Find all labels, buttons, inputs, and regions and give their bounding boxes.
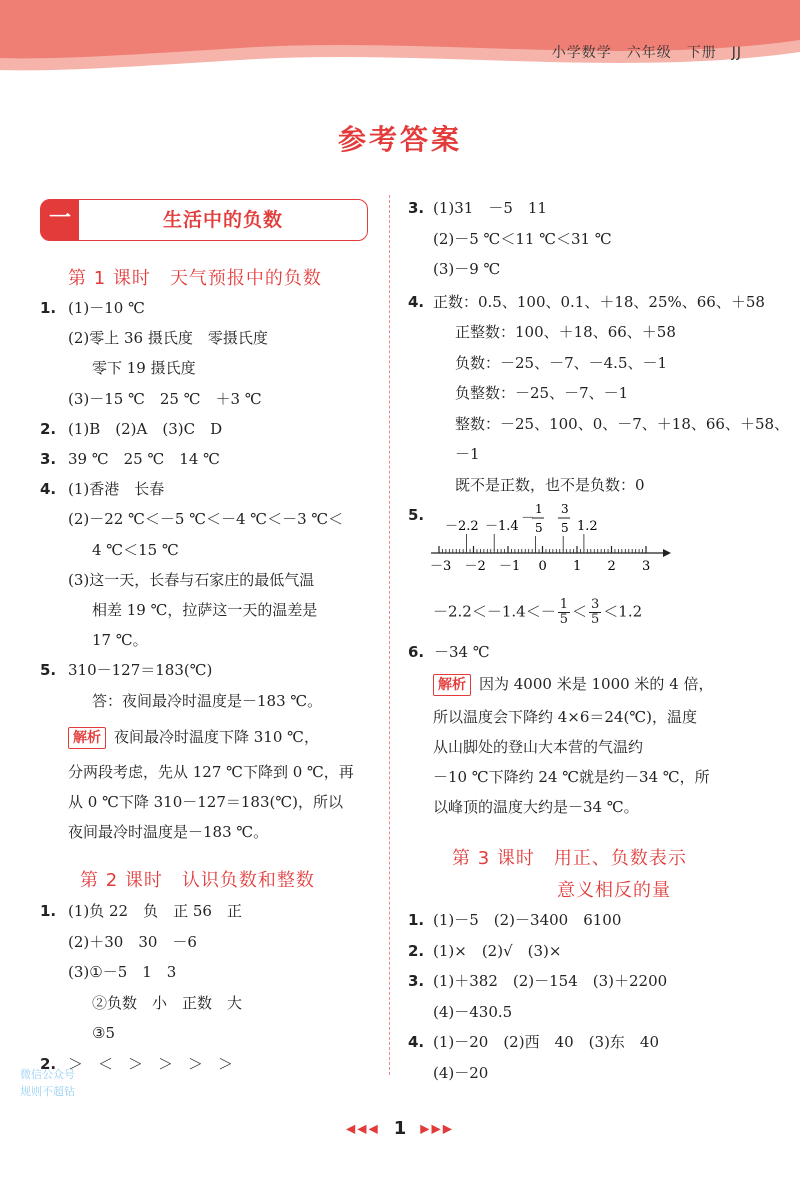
watermark-line-2: 规则不超钻 [20,1085,75,1098]
label-neg-1-4: －1.4 [485,519,519,534]
answer-line: (3)①－5 1 3 [68,963,177,981]
answer-line: ②负数 小 正数 大 [92,993,243,1012]
answer-line: －1 [455,445,480,463]
question-number: 1. [40,299,57,317]
question-number: 1. [40,902,57,920]
watermark-line-1: 微信公众号 [20,1068,75,1081]
number-line-tick-label: 3 [642,559,651,574]
answer-line: (1)31 －5 11 [433,199,547,217]
answer-line: (1)－20 (2)西 40 (3)东 40 [433,1033,660,1051]
analysis-right-line-4: －10 ℃下降约 24 ℃就是约－34 ℃，所 [433,768,710,786]
answer-line: 答：夜间最冷时温度是－183 ℃。 [92,691,323,710]
unit-heading [40,199,368,241]
number-line-tick-label: －2 [464,559,486,574]
prev-arrows-icon: ◀◀◀ [346,1121,380,1136]
question-number: 3. [408,972,425,990]
analysis-left-line-1: 解析 夜间最冷时温度下降 310 ℃， [68,727,319,749]
q5-inequality: －2.2＜－1.4＜－ $\frac{1}{5}$ ＜ $\frac{3}{5}$ ＜1.2 [433,597,643,627]
answer-line: 正数：0.5、100、0.1、＋18、25%、66、＋58 [433,292,765,311]
question-number: 5. [408,506,425,524]
analysis-right-line-1: 解析 因为 4000 米是 1000 米的 4 倍， [433,674,714,696]
answer-line: ③5 [92,1024,115,1042]
answer-line: 正整数：100、＋18、66、＋58 [455,323,676,341]
answer-line: 17 ℃。 [92,631,148,650]
answer-line: (1)× (2)√ (3)× [433,941,562,960]
label-frac2-den: 5 [561,521,569,535]
page-footer [0,1118,800,1139]
label-1-2: 1.2 [577,519,598,534]
analysis-right-line-5: 以峰顶的温度大约是－34 ℃。 [433,798,639,816]
analysis-right-line-2: 所以温度会下降约 4×6＝24(℃)，温度 [433,708,697,726]
page-title: 参考答案 [337,123,462,156]
question-number: 2. [40,419,57,438]
answer-line: (3)－15 ℃ 25 ℃ ＋3 ℃ [68,389,262,408]
answer-line: (2)零上 36 摄氏度 零摄氏度 [68,329,268,348]
question-number: 3. [40,450,57,468]
answer-line: 4 ℃＜15 ℃ [92,540,179,559]
question-number: 2. [40,1054,57,1073]
answer-line: 39 ℃ 25 ℃ 14 ℃ [68,450,220,468]
answer-line: 负数：－25、－7、－4.5、－1 [455,353,668,372]
answer-line: (1)B (2)A (3)C D [68,419,223,438]
answer-line: 相差 19 ℃，拉萨这一天的温差是 [92,601,318,619]
answer-line: ＞ ＜ ＞ ＞ ＞ ＞ [68,1054,234,1073]
analysis-tag: 解析 [68,727,106,749]
answer-line: 零下 19 摄氏度 [92,359,196,378]
answer-line: (2)＋30 30 －6 [68,932,197,951]
lesson-1-title: 第 1 课时 天气预报中的负数 [68,268,322,289]
number-line-tick-label: 2 [607,559,616,574]
column-divider [389,195,390,1075]
number-line-tick-label: －3 [430,559,452,574]
question-number: 6. [408,643,425,661]
label-frac1-num: 1 [535,502,543,516]
question-number: 1. [408,911,425,929]
answer-line: 310－127＝183(℃) [68,661,213,680]
q6-answer: －34 ℃ [434,643,490,661]
analysis-left-line-4: 夜间最冷时温度是－183 ℃。 [68,823,269,841]
label-frac1-den: 5 [535,521,543,535]
number-line [425,498,685,578]
answer-line: 负整数：－25、－7、－1 [455,384,629,402]
lesson-2-title: 第 2 课时 认识负数和整数 [80,870,315,891]
question-number: 2. [408,941,425,960]
question-number: 4. [408,292,425,311]
lesson-3-title-line-2: 意义相反的量 [557,880,671,901]
header-band [0,0,800,80]
answer-line: (1)负 22 负 正 56 正 [68,902,242,920]
header-text: 小学数学 六年级 下册 JJ [551,45,742,61]
analysis-left-line-3: 从 0 ℃下降 310－127＝183(℃)，所以 [68,793,344,811]
unit-number: 一 [41,200,79,240]
answer-line: (1)＋382 (2)－154 (3)＋2200 [433,972,668,990]
next-arrows-icon: ▶▶▶ [420,1121,454,1136]
analysis-left-line-2: 分两段考虑，先从 127 ℃下降到 0 ℃，再 [68,763,354,781]
question-number: 5. [40,661,57,680]
lesson-3-title: 第 3 课时 用正、负数表示 [452,848,687,869]
label-frac1-sign: － [521,511,535,526]
answer-line: (1)－5 (2)－3400 6100 [433,911,622,929]
answer-line: (2)－22 ℃＜－5 ℃＜－4 ℃＜－3 ℃＜ [68,510,344,529]
answer-line: (3)这一天，长春与石家庄的最低气温 [68,570,315,589]
number-line-tick-label: 1 [573,559,582,574]
question-number: 4. [40,480,57,499]
answer-line: 整数：－25、100、0、－7、＋18、66、＋58、 [455,414,790,433]
analysis-tag: 解析 [433,674,471,696]
number-line-tick-label: －1 [499,559,521,574]
answer-line: (4)－20 [433,1063,489,1082]
answer-line: (4)－430.5 [433,1002,513,1021]
label-frac2-num: 3 [561,502,569,516]
answer-line: (1)香港 长春 [68,480,165,499]
question-number: 3. [408,199,425,217]
answer-line: (3)－9 ℃ [433,260,501,278]
answer-line: (1)－10 ℃ [68,299,145,317]
page-number: 1 [393,1118,407,1139]
unit-title: 生活中的负数 [162,209,283,231]
answer-line: (2)－5 ℃＜11 ℃＜31 ℃ [433,229,612,248]
question-number: 4. [408,1033,425,1051]
analysis-right-line-3: 从山脚处的登山大本营的气温约 [433,738,644,756]
answer-line: 既不是正数，也不是负数：0 [455,475,645,494]
label-neg-2-2: －2.2 [445,519,479,534]
number-line-tick-label: 0 [538,559,547,574]
